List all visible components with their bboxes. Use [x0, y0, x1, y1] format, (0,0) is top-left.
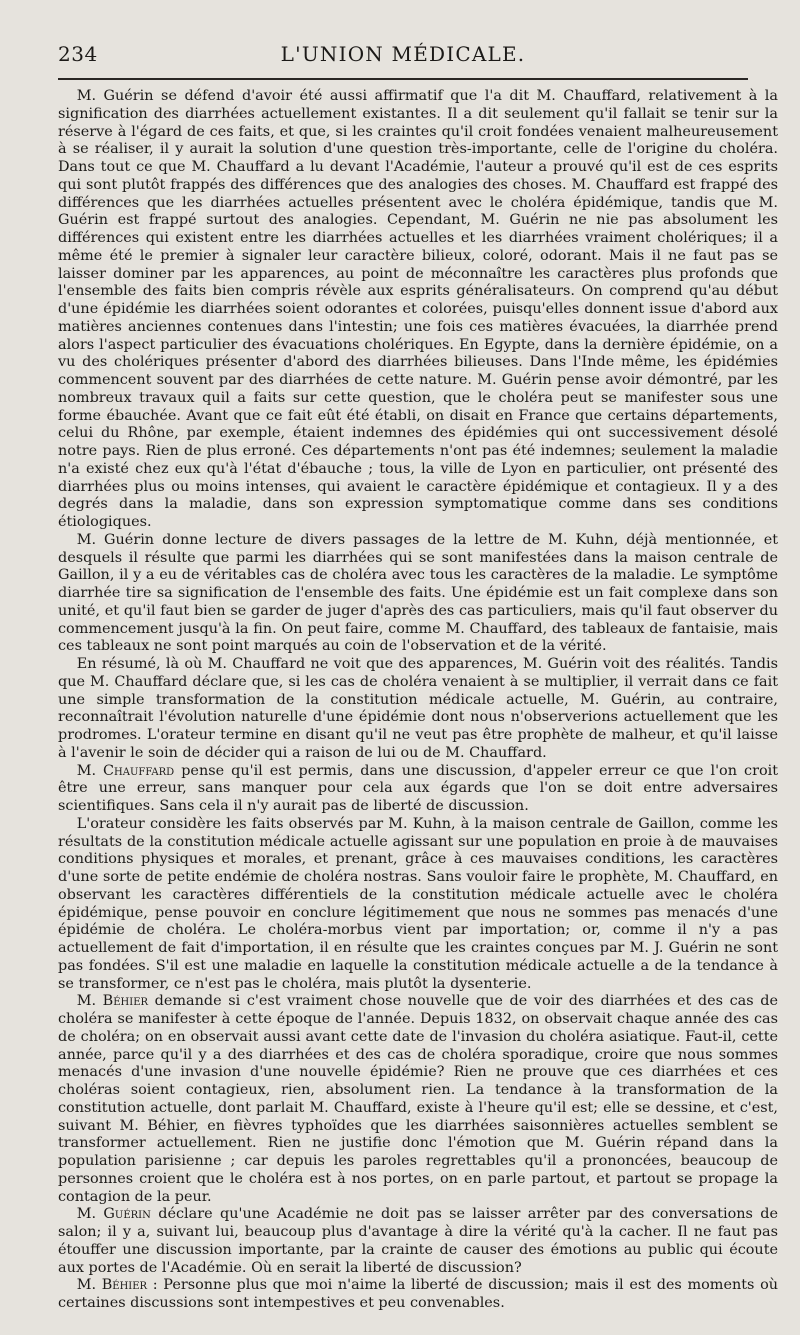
- speaker-name: M. Béhier :: [76, 1277, 158, 1294]
- paragraph-text: Personne plus que moi n'aime la liberté de discussion; mais il est des moments où certaines discussions sont intempestives et peu convenables.: [58, 1277, 779, 1311]
- paragraph: [58, 993, 778, 1206]
- running-title: L'UNION MÉDICALE.: [280, 42, 526, 66]
- paragraph: [58, 532, 778, 656]
- header-rule: [58, 78, 748, 80]
- speaker-name: M. Chauffard: [76, 762, 175, 779]
- paragraph: [58, 1206, 778, 1277]
- paragraph: [58, 88, 778, 532]
- page-header: [58, 40, 748, 70]
- speaker-name: M. Béhier: [76, 993, 149, 1010]
- page-number: 234: [58, 42, 98, 66]
- paragraph: [58, 1277, 778, 1313]
- article-body: [58, 88, 778, 1313]
- paragraph: [58, 763, 778, 816]
- paragraph-text: pense qu'il est permis, dans une discussion, d'appeler erreur ce que l'on croit être une erreur, sans manquer pour cela aux égards que l'on se doit entre adversaires scientifiques. Sans cela il n'y aurait pas de liberté de discussion.: [58, 762, 778, 814]
- paragraph: [58, 656, 778, 763]
- paragraph-text: En résumé, là où M. Chauffard ne voit que des apparences, M. Guérin voit des réalités. Tandis que M. Chauffard déclare que, si les cas de choléra venaient à se multiplier, il verrait dans ce fait une simple transformation de la constitution médicale actuelle, M. Guérin, au contraire, reconnaîtrait l'évolution naturelle d'une épidémie dont nous n'observerions actuellement que les prodromes. L'orateur termine en disant qu'il ne veut pas être prophète de malheur, et qu'il laisse à l'avenir le soin de décider qui a raison de lui ou de M. Chauffard.: [58, 656, 778, 761]
- paragraph-text: M. Guérin donne lecture de divers passages de la lettre de M. Kuhn, déjà mentionnée, et desquels il résulte que parmi les diarrhées qui se sont manifestées dans la maison centrale de Gaillon, il y a eu de véritables cas de choléra avec tous les caractères de la maladie. Le symptôme diarrhée tire sa signification de l'ensemble des faits. Une épidémie est un fait complexe dans son unité, et qu'il faut bien se garder de juger d'après des cas particuliers, mais qu'il faut observer du commencement jusqu'à la fin. On peut faire, comme M. Chauffard, des tableaux de fantaisie, mais ces tableaux ne sont point marqués au coin de l'observation et de la vérité.: [58, 531, 778, 655]
- paragraph-text: demande si c'est vraiment chose nouvelle que de voir des diarrhées et des cas de choléra se manifester à cette époque de l'année. Depuis 1832, on observait chaque année des cas de choléra; on en observait aussi avant cette date de l'invasion du choléra asiatique. Faut-il, cette année, parce qu'il y a des diarrhées et des cas de choléra sporadique, croire que nous sommes menacés d'une invasion d'une nouvelle épidémie? Rien ne prouve que ces diarrhées et ces choléras soient contagieux, rien, absolument rien. La tendance à la transformation de la constitution actuelle, dont parlait M. Chauffard, existe à l'heure qu'il est; elle se dessine, et c'est, suivant M. Béhier, en fièvres typhoïdes que les diarrhées saisonnières actuelles semblent se transformer actuellement. Rien ne justifie donc l'émotion que M. Guérin répand dans la population parisienne ; car depuis les paroles regrettables qu'il a prononcées, beaucoup de personnes croient que le choléra est à nos portes, on en parle partout, et partout se propage la contagion de la peur.: [58, 993, 778, 1205]
- paragraph-text: L'orateur considère les faits observés par M. Kuhn, à la maison centrale de Gaillon, comme les résultats de la constitution médicale actuelle agissant sur une population en proie à de mauvaises conditions physiques et morales, et prenant, grâce à ces mauvaises conditions, les caractères d'une sorte de petite endémie de choléra nostras. Sans vouloir faire le prophète, M. Chauffard, en observant les caractères différentiels de la constitution médicale actuelle avec le choléra épidémique, pense pouvoir en conclure légitimement que nous ne sommes pas menacés d'une épidémie de choléra. Le choléra-morbus vient par importation; or, comme il n'y a pas actuellement de fait d'importation, il en résulte que les craintes conçues par M. J. Guérin ne sont pas fondées. S'il est une maladie en laquelle la constitution médicale actuelle a de la tendance à se transformer, ce n'est pas le choléra, mais plutôt la dysenterie.: [58, 815, 778, 992]
- speaker-name: M. Guérin: [76, 1206, 151, 1223]
- paragraph-text: M. Guérin se défend d'avoir été aussi affirmatif que l'a dit M. Chauffard, relativement à la signification des diarrhées actuellement existantes. Il a dit seulement qu'il fallait se tenir sur la réserve à l'égard de ces faits, et que, si les craintes qu'il croit fondées venaient malheureusement à se réaliser, il y aurait la solution d'une question très-importante, celle de l'origine du choléra. Dans tout ce que M. Chauffard a lu devant l'Académie, l'auteur a prouvé qu'il est de ces esprits qui sont plutôt frappés des différences que des analogies des choses. M. Chauffard est frappé des différences que les diarrhées actuelles présentent avec le choléra épidémique, tandis que M. Guérin est frappé surtout des analogies. Cependant, M. Guérin ne nie pas absolument les différences qui existent entre les diarrhées actuelles et les diarrhées vraiment cholériques; il a même été le premier à signaler leur caractère bilieux, coloré, odorant. Mais il ne faut pas se laisser dominer par les apparences, au point de méconnaître les caractères plus profonds que l'ensemble des faits bien compris révèle aux esprits généralisateurs. On comprend qu'au début d'une épidémie les diarrhées soient odorantes et colorées, puisqu'elles donnent issue d'abord aux matières anciennes contenues dans l'intestin; une fois ces matières évacuées, la diarrhée prend alors l'aspect particulier des évacuations cholériques. En Egypte, dans la dernière épidémie, on a vu des cholériques présenter d'abord des diarrhées bilieuses. Dans l'Inde même, les épidémies commencent souvent par des diarrhées de cette nature. M. Guérin pense avoir démontré, par les nombreux travaux quil a faits sur cette question, que le choléra peut se manifester sous une forme ébauchée. Avant que ce fait eût été établi, on disait en France que certains départements, celui du Rhône, par exemple, étaient indemnes des épidémies qui ont successivement désolé notre pays. Rien de plus erroné. Ces départements n'ont pas été indemnes; seulement la maladie n'a existé chez eux qu'à l'état d'ébauche ; tous, la ville de Lyon en particulier, ont présenté des diarrhées plus ou moins intenses, qui avaient le caractère épidémique et contagieux. Il y a des degrés dans la maladie, dans son expression symptomatique comme dans ses conditions étiologiques.: [58, 88, 778, 530]
- paragraph: [58, 816, 778, 994]
- paragraph-text: déclare qu'une Académie ne doit pas se laisser arrêter par des conversations de salon; il y a, suivant lui, beaucoup plus d'avantage à dire la vérité qu'à la cacher. Il ne faut pas étouffer une discussion importante, par la crainte de causer des émotions au public qui écoute aux portes de l'Académie. Où en serait la liberté de discussion?: [58, 1206, 779, 1276]
